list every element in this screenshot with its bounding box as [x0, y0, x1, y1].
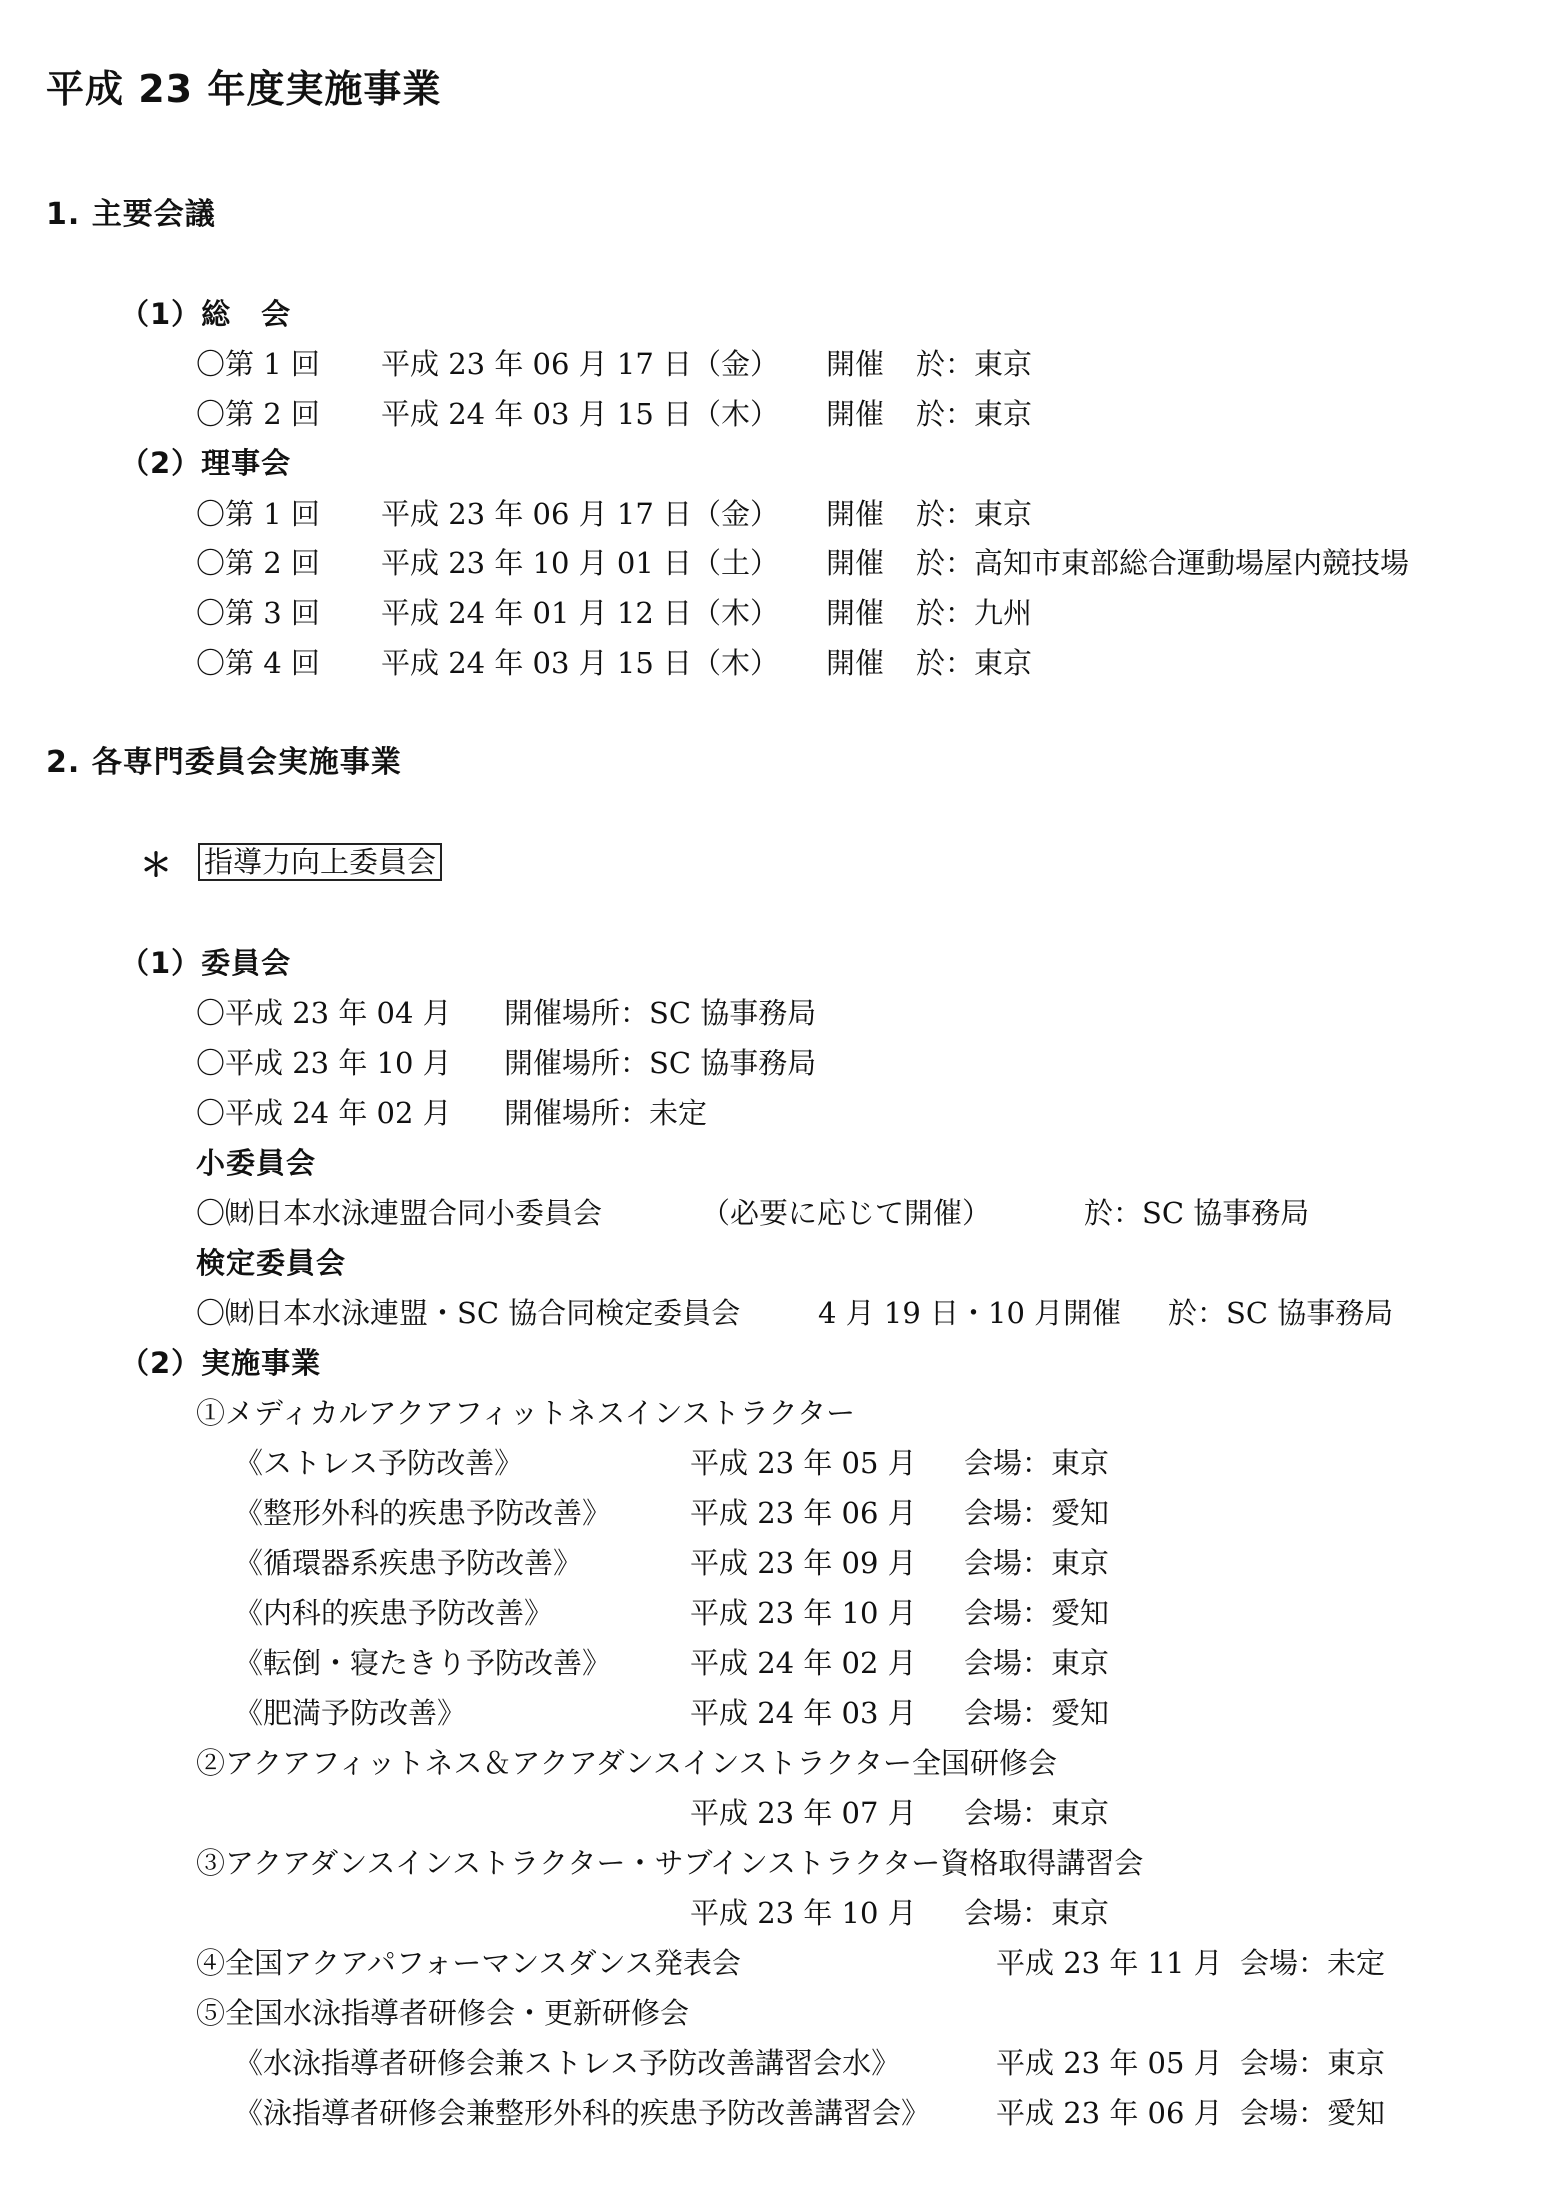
project-title: ①メディカルアクアフィットネスインストラクター	[196, 1396, 856, 1430]
exam-committee-heading: 検定委員会	[196, 1246, 347, 1280]
sub-committee-heading: 小委員会	[196, 1146, 317, 1180]
board-heading: （2）理事会	[120, 446, 292, 480]
project-title: ③アクアダンスインストラクター・サブインストラクター資格取得講習会	[196, 1846, 1144, 1880]
committee-name-box	[198, 842, 442, 882]
project-title: ⑤全国水泳指導者研修会・更新研修会	[196, 1996, 690, 2030]
committee-name: 指導力向上委員会	[198, 843, 442, 881]
section2-heading: 2. 各専門委員会実施事業	[46, 745, 402, 780]
committee-heading: （1）委員会	[120, 946, 292, 980]
page-title: 平成 23 年度実施事業	[46, 67, 442, 111]
general-meeting-heading: （1）総 会	[120, 297, 292, 331]
projects-heading: （2）実施事業	[120, 1346, 322, 1380]
project-title: ②アクアフィットネス＆アクアダンスインストラクター全国研修会	[196, 1746, 1058, 1780]
document-page: 平成 23 年度実施事業 1. 主要会議 （1）総 会 〇第 1 回 平成 23 年 06 月 17 日（金） 開催 於：東京 〇第 2 回 平成 24 年 03 月 15 日（木） 開催 於：東京 （2）理事会 〇第 1 回 平成 23 年 06 月 17 日（金） 開催 於：東京 〇第 2 回 平成 23 年 10 月 01 日（土） 開催 於：高知市東部総合運動場屋内競技場 〇第 3 回 平成 24 年 01 月 12 日（木） 開催 於：九州 〇第 4 回 平成 24 年 03 月 15 日（木） 開催 於：東京 2. 各専門委員会実施事業 ＊ 指導力向上委員会 （1）委員会 〇平成 23 年 04 月 開催場所：SC 協事務局 〇平成 23 年 10 月 開催場所：SC 協事務局 〇平成 24 年 02 月 開催場所：未定 小委員会 〇㈶日本水泳連盟合同小委員会 （必要に応じて開催） 於：SC 協事務局 検定委員会 〇㈶日本水泳連盟・SC 協合同検定委員会 4 月 19 日・10 月開催 於：SC 協事務局 （2）実施事業 ①メディカルアクアフィットネスインストラクター 《ストレス予防改善》 平成 23 年 05 月 会場：東京 《整形外科的疾患予防改善》 平成 23 年 06 月 会場：愛知 《循環器系疾患予防改善》 平成 23 年 09 月 会場：東京 《内科的疾患予防改善》 平成 23 年 10 月 会場：愛知 《転倒・寝たきり予防改善》 平成 24 年 02 月 会場：東京 《肥満予防改善》 平成 24 年 03 月 会場：愛知 ②アクアフィットネス＆アクアダンスインストラクター全国研修会 平成 23 年 07 月 会場：東京 ③アクアダンスインストラクター・サブインストラクター資格取得講習会 平成 23 年 10 月 会場：東京 ④全国アクアパフォーマンスダンス発表会 平成 23 年 11 月 会場：未定 ⑤全国水泳指導者研修会・更新研修会 《水泳指導者研修会兼ストレス予防改善講習会水》 平成 23 年 05 月 会場：東京 《泳指導者研修会兼整形外科的疾患予防改善講習会》 平成 23 年 06 月 会場：愛知	[0, 0, 1560, 2196]
star-mark: ＊	[140, 846, 173, 884]
section1-heading: 1. 主要会議	[46, 197, 216, 232]
